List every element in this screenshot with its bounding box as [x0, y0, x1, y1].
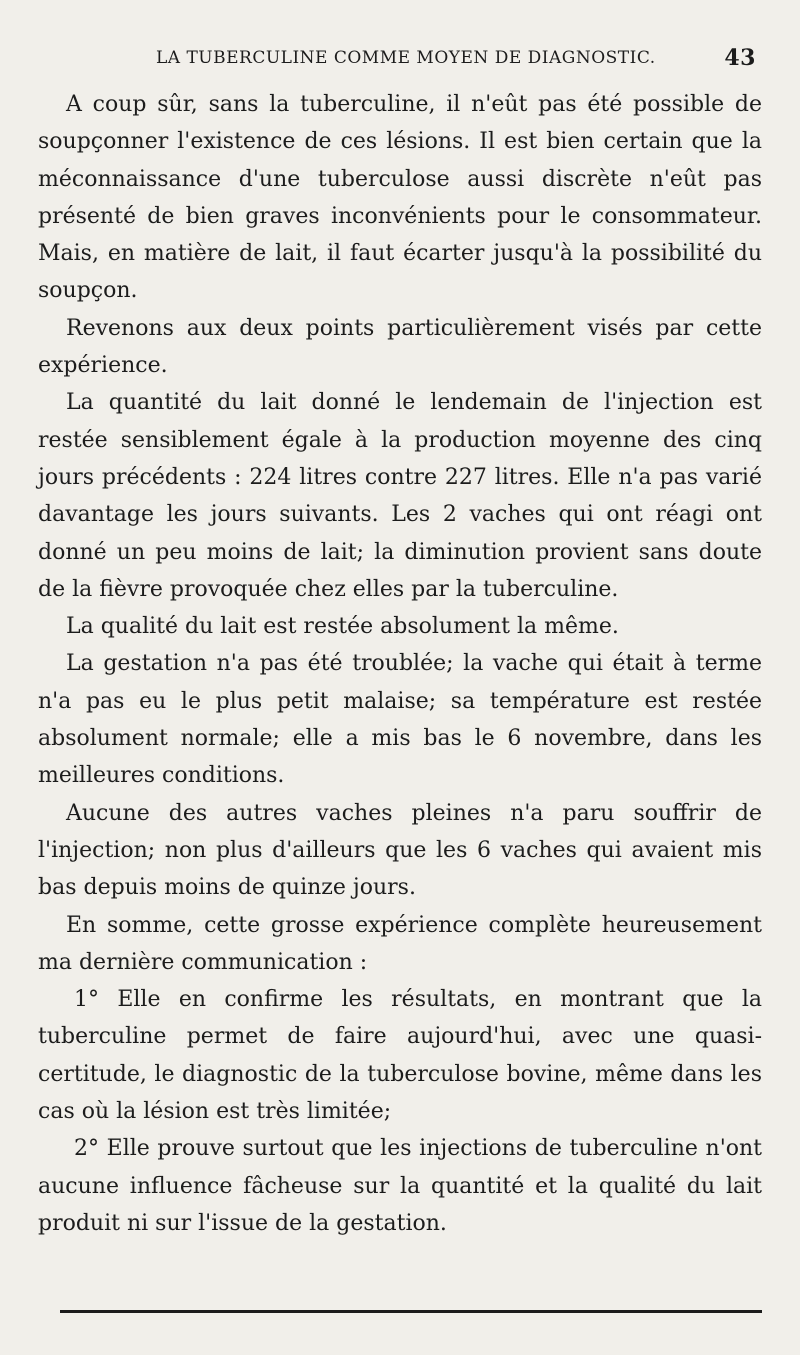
paragraph: En somme, cette grosse expérience complète heureusement ma dernière communication : [38, 912, 762, 975]
paragraph: Revenons aux deux points particulièrement visés par cette expérience. [38, 315, 762, 379]
body-text [38, 86, 762, 1242]
paragraph: La gestation n'a pas été troublée; la vache qui était à terme n'a pas eu le plus petit malaise; sa température est restée absolument normale; elle a mis bas le 6 novembre, dans les meilleures conditions. [38, 651, 762, 789]
page-number: 43 [724, 45, 756, 71]
running-title: LA TUBERCULINE COMME MOYEN DE DIAGNOSTIC. [156, 48, 656, 68]
paragraph: La quantité du lait donné le lendemain de l'injection est restée sensiblement égale à la production moyenne des cinq jours précédents : 224 litres contre 227 litres. Elle n'a pas varié davantage les jours suivants. Les 2 vaches qui ont réagi ont donné un peu moins de lait; la diminution provient sans doute de la fièvre provoquée chez elles par la tuberculine. [38, 390, 762, 602]
running-head [38, 40, 762, 80]
paragraph: A coup sûr, sans la tuberculine, il n'eût pas été possible de soupçonner l'existence de ces lésions. Il est bien certain que la méconnaissance d'une tuberculose aussi discrète n'eût pas présenté de bien graves inconvénients pour le consommateur. Mais, en matière de lait, il faut écarter jusqu'à la possibilité du soupçon. [38, 92, 762, 304]
paragraph: Aucune des autres vaches pleines n'a paru souffrir de l'injection; non plus d'ailleurs que les 6 vaches qui avaient mis bas depuis moins de quinze jours. [38, 800, 762, 901]
footnote-rule [60, 1310, 762, 1313]
list-item: 2° Elle prouve surtout que les injections de tuberculine n'ont aucune influence fâcheuse sur la quantité et la qualité du lait produit ni sur l'issue de la gestation. [38, 1136, 762, 1236]
list-item: 1° Elle en confirme les résultats, en montrant que la tuberculine permet de faire aujourd'hui, avec une quasi-certitude, le diagnostic de la tuberculose bovine, même dans les cas où la lésion est très limitée; [38, 987, 762, 1125]
paragraph: La qualité du lait est restée absolument la même. [66, 614, 619, 640]
